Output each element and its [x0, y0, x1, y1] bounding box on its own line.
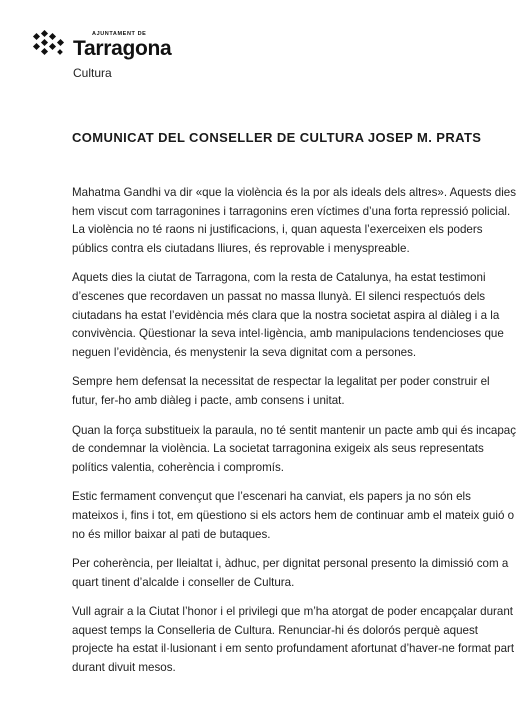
document-body — [72, 184, 518, 689]
tarragona-logo-icon — [32, 30, 68, 60]
document-title: COMUNICAT DEL CONSELLER DE CULTURA JOSEP M. PRATS — [72, 130, 482, 145]
paragraph: Sempre hem defensat la necessitat de respectar la legalitat per poder construir el futur, fer-ho amb diàleg i pacte, amb consens i unitat. — [72, 375, 490, 407]
paragraph: Mahatma Gandhi va dir «que la violència és la por als ideals dels altres». Aquests dies hem viscut com tarragonines i tarragonins eren víctimes d’una forta repressió policial. La violència no té raons ni justificacions, i, quan aquesta l’exerceixen els poders públics contra els ciutadans lliures, és reprovable i menyspreable. — [72, 186, 517, 255]
paragraph: Aquets dies la ciutat de Tarragona, com la resta de Catalunya, ha estat testimoni d’escenes que recordaven un passat no massa llunyà. El silenci respectuós dels ciutadans ha estat l’evidència més clara que la nostra societat aspira al diàleg i a la convivència. Qüestionar la seva intel·ligència, amb manipulacions tendencioses que neguen l’evidència, és menystenir la seva dignitat com a persones. — [72, 271, 504, 359]
paragraph: Estic fermament convençut que l’escenari ha canviat, els papers ja no són els mateixos i, fins i tot, em qüestiono si els actors hem de continuar amb el mateix guió o no és millor baixar al pati de butaques. — [72, 490, 515, 541]
org-small-label: AJUNTAMENT DE — [92, 31, 147, 37]
org-name: Tarragona — [73, 37, 172, 60]
paragraph: Quan la força substitueix la paraula, no té sentit mantenir un pacte amb qui és incapaç de condemnar la violència. La societat tarragonina exigeix als seus representats polítics valentia, coherència i compromís. — [72, 423, 517, 474]
org-department: Cultura — [73, 66, 112, 80]
paragraph: Vull agrair a la Ciutat l’honor i el privilegi que m’ha atorgat de poder encapçalar durant aquest temps la Conselleria de Cultura. Renunciar-hi és dolorós perquè aquest projecte ha estat il·lusionant i em sento profundament afortunat d’haver-ne format part durant divuit mesos. — [72, 605, 515, 675]
header-logo — [32, 30, 182, 82]
paragraph: Per coherència, per lleialtat i, àdhuc, per dignitat personal presento la dimissió com a quart tinent d’alcalde i conseller de Cultura. — [72, 557, 509, 589]
